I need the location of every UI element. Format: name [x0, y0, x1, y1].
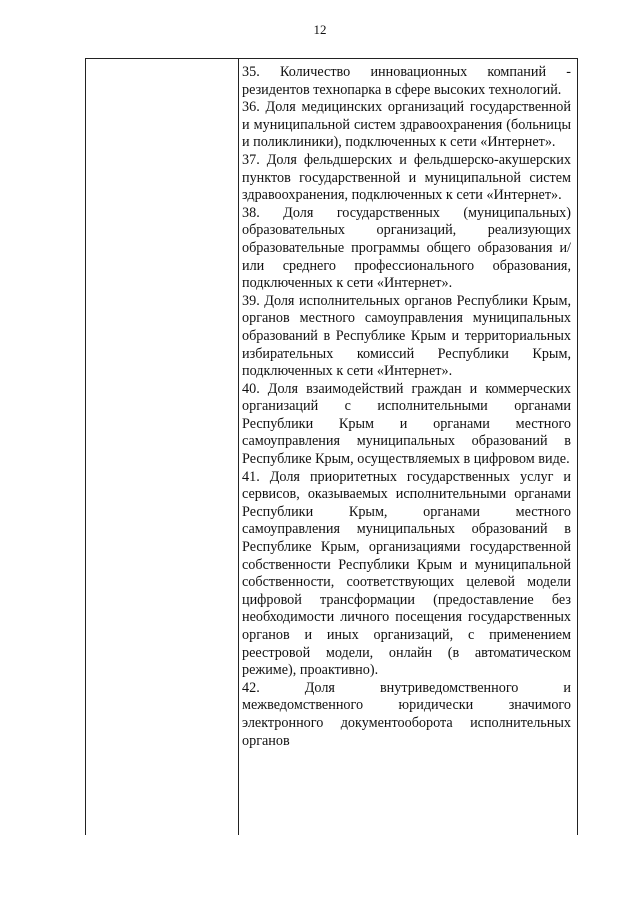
indicator-item-37: 37. Доля фельдшерских и фельдшерско-акушерских пунктов государственной и муниципальной систем здравоохранения, подключенных к сети «Интернет».	[242, 151, 571, 204]
page-number: 12	[313, 22, 327, 37]
indicator-item-36: 36. Доля медицинских организаций государственной и муниципальной систем здравоохранения (больницы и поликлиники), подключенных к сети «Интернет».	[242, 99, 571, 151]
indicator-item-39: 39. Доля исполнительных органов Республики Крым, органов местного самоуправления муниципальных образований в Республике Крым и территориальных избирательных комиссий Республики Крым, подключенных к сети «Интернет».	[242, 292, 571, 380]
table-column-divider	[238, 58, 239, 835]
indicator-item-38: 38. Доля государственных (муниципальных) образовательных организаций, реализующих образовательные программы общего образования и/или среднего профессионального образования, подключенных к сети «Интернет».	[242, 204, 571, 292]
indicator-list	[242, 64, 571, 750]
indicator-item-42: 42. Доля внутриведомственного и межведомственного юридически значимого электронного документооборота исполнительных органов	[242, 679, 571, 749]
indicator-item-41: 41. Доля приоритетных государственных услуг и сервисов, оказываемых исполнительными органами Республики Крым, органами местного самоуправления муниципальных образований в Республике Крым, организациями государственной собственности Республики Крым и муниципальной собственности, соответствующих целевой модели цифровой трансформации (предоставление без необходимости личного посещения государственных органов и иных организаций, с применением реестровой модели, онлайн (в автоматическом режиме), проактивно).	[242, 468, 571, 679]
indicator-item-40: 40. Доля взаимодействий граждан и коммерческих организаций с исполнительными органами Республики Крым и органами местного самоуправления муниципальных образований в Республике Крым, осуществляемых в цифровом виде.	[242, 380, 571, 468]
indicator-item-35: 35. Количество инновационных компаний - резидентов технопарка в сфере высоких технологий.	[242, 64, 571, 98]
